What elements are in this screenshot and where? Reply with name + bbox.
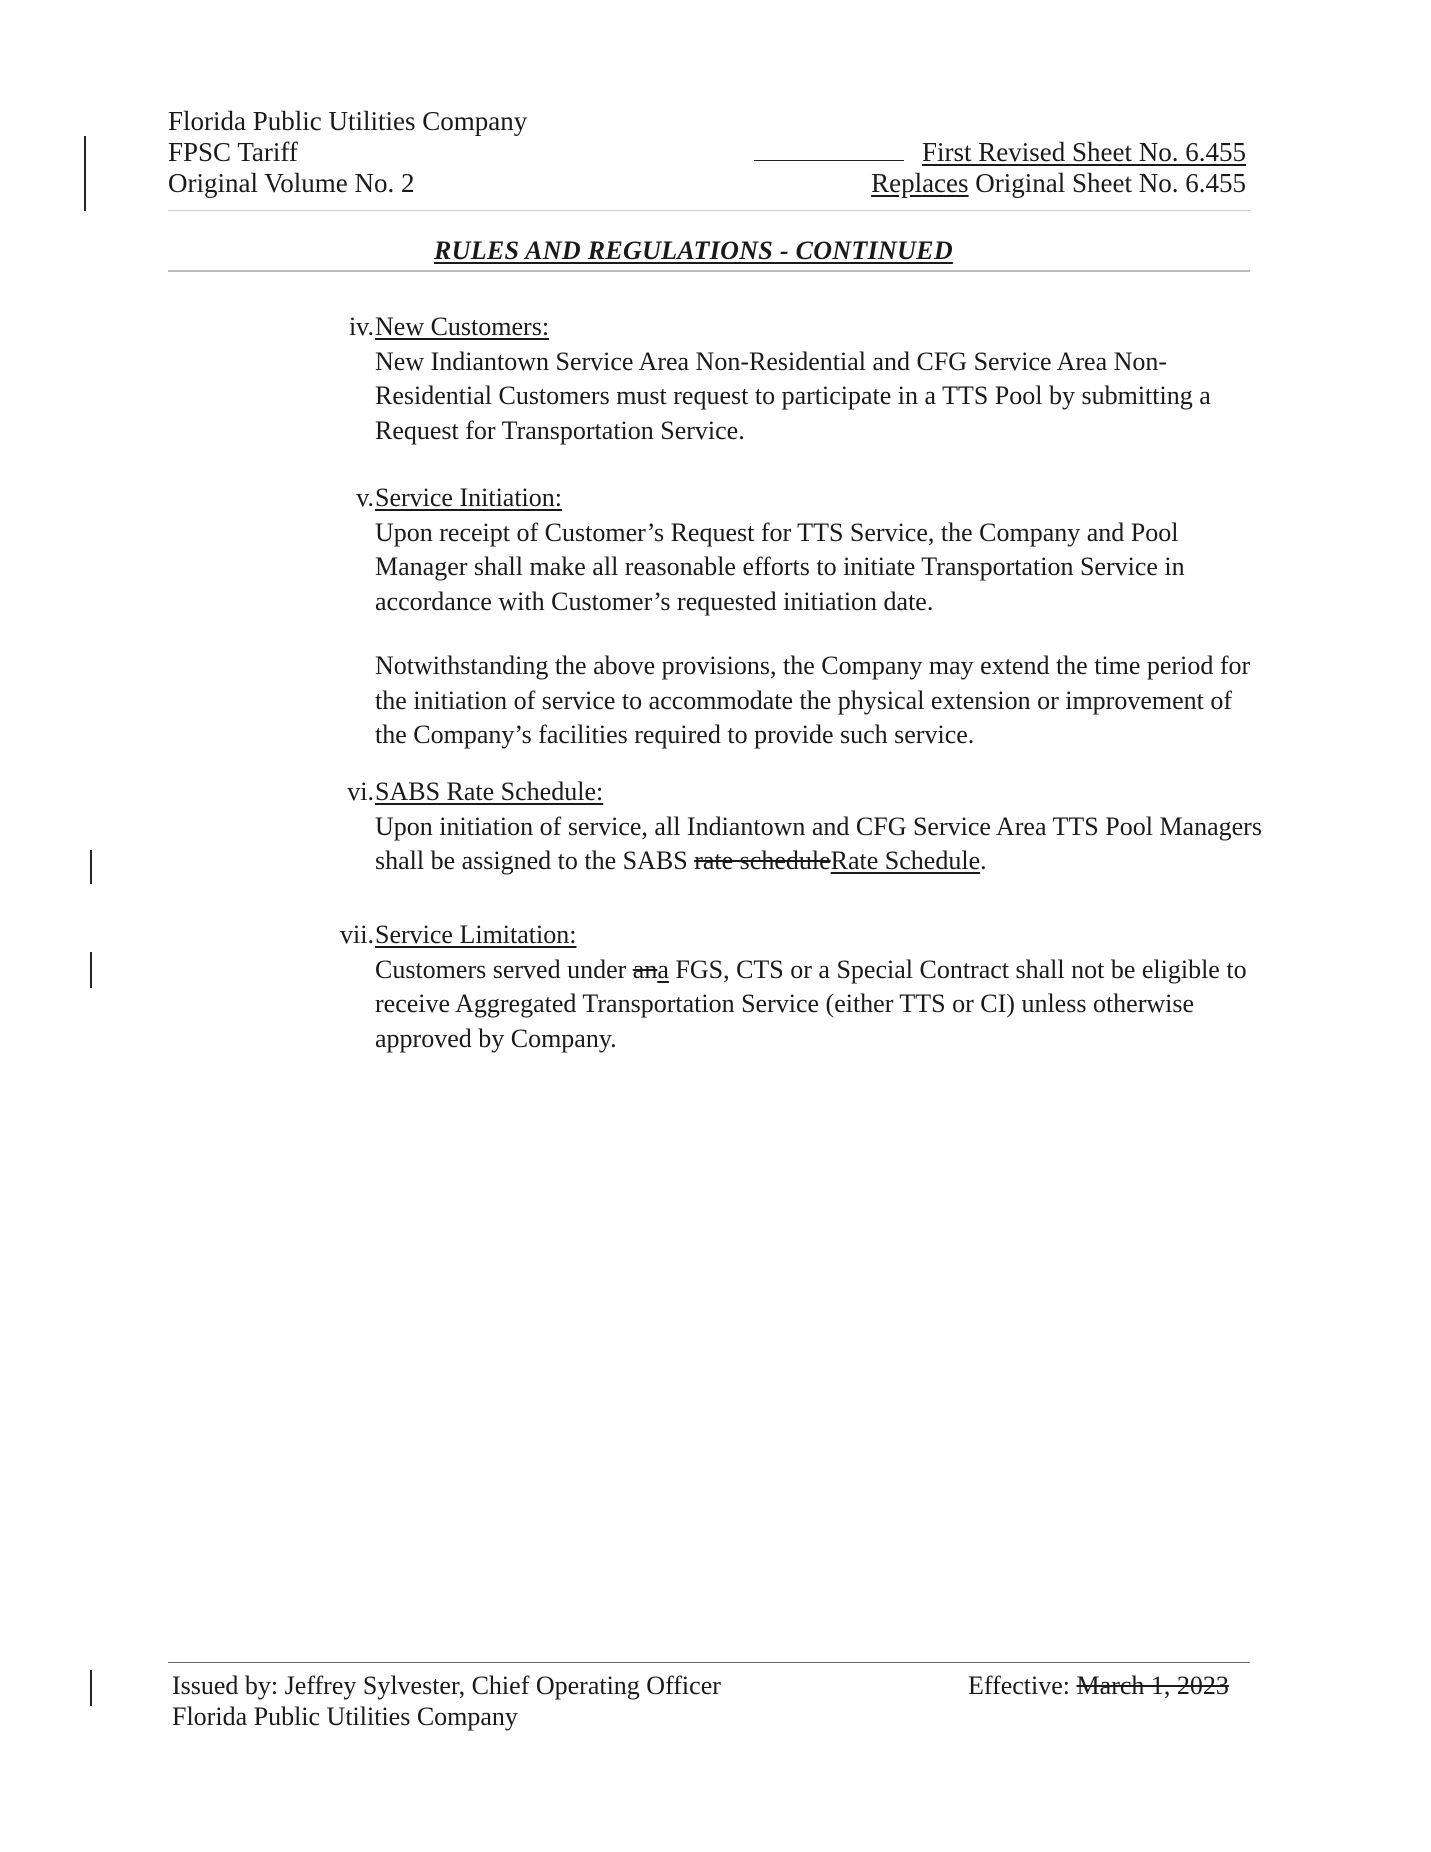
change-bar-item-vi — [90, 850, 92, 884]
item-body: Customers served under — [375, 954, 633, 984]
footer-left — [172, 1670, 721, 1732]
effective-date — [968, 1670, 1229, 1701]
item-numeral: vi. — [347, 777, 374, 806]
change-bar-footer — [90, 1670, 92, 1706]
item-iv — [320, 310, 1270, 448]
item-heading: Service Limitation: — [375, 920, 577, 949]
change-bar-item-vii — [90, 952, 92, 988]
replaces-line — [700, 168, 1246, 199]
header-rule — [168, 210, 1250, 211]
inserted-text: Rate Schedule — [830, 846, 981, 875]
item-numeral: iv. — [348, 312, 374, 341]
item-heading: New Customers: — [375, 312, 550, 341]
section-title-rule — [168, 270, 1250, 272]
item-numeral: vii. — [340, 920, 374, 949]
item-v — [320, 481, 1270, 753]
sheet-title-text: First Revised Sheet No. 6.455 — [922, 137, 1246, 167]
blank-rule — [754, 138, 904, 161]
replaces-label: Replaces — [871, 168, 969, 198]
header-left — [168, 106, 527, 199]
change-bar-header — [84, 136, 86, 211]
issued-by: Issued by: Jeffrey Sylvester, Chief Operating Officer — [172, 1671, 721, 1700]
item-vi — [320, 775, 1270, 879]
sheet-title — [700, 137, 1246, 168]
volume-number: Original Volume No. 2 — [168, 168, 415, 198]
footer-company: Florida Public Utilities Company — [172, 1702, 518, 1731]
item-heading: SABS Rate Schedule: — [375, 777, 604, 806]
item-body: Upon initiation of service, all Indiantown and CFG Service Area TTS Pool Managers shall be assigned to the SABS — [375, 811, 1262, 875]
effective-label: Effective: — [968, 1671, 1077, 1700]
struck-text: an — [632, 954, 658, 984]
section-title: RULES AND REGULATIONS - CONTINUED — [434, 236, 953, 265]
item-body: Upon receipt of Customer’s Request for TTS Service, the Company and Pool Manager shall make all reasonable efforts to initiate Transportation Service in accordance with Customer’s requested initiation date. — [375, 517, 1185, 616]
item-vii — [320, 918, 1270, 1056]
effective-struck-date: March 1, 2023 — [1076, 1671, 1229, 1700]
struck-text: rate schedule — [694, 846, 831, 875]
header-right — [700, 137, 1246, 199]
item-numeral: v. — [356, 483, 374, 512]
replaces-rest: Original Sheet No. 6.455 — [975, 168, 1246, 198]
inserted-text: a — [657, 954, 669, 984]
item-body-2: Notwithstanding the above provisions, the Company may extend the time period for the initiation of service to accommodate the physical extension or improvement of the Company’s facilities required to provide such service. — [375, 651, 1251, 749]
item-heading: Service Initiation: — [375, 483, 563, 512]
item-body-end: FGS, CTS or a Special Contract shall not be eligible to receive Aggregated Transportation Service (either TTS or CI) unless otherwise approved by Company. — [375, 954, 1247, 1053]
company-name: Florida Public Utilities Company — [168, 106, 528, 136]
item-body-end: . — [980, 846, 987, 875]
footer-rule — [168, 1662, 1250, 1663]
item-body: New Indiantown Service Area Non-Residential and CFG Service Area Non-Residential Customers must request to participate in a TTS Pool by submitting a Request for Transportation Service. — [375, 346, 1211, 445]
tariff-name: FPSC Tariff — [168, 137, 298, 167]
